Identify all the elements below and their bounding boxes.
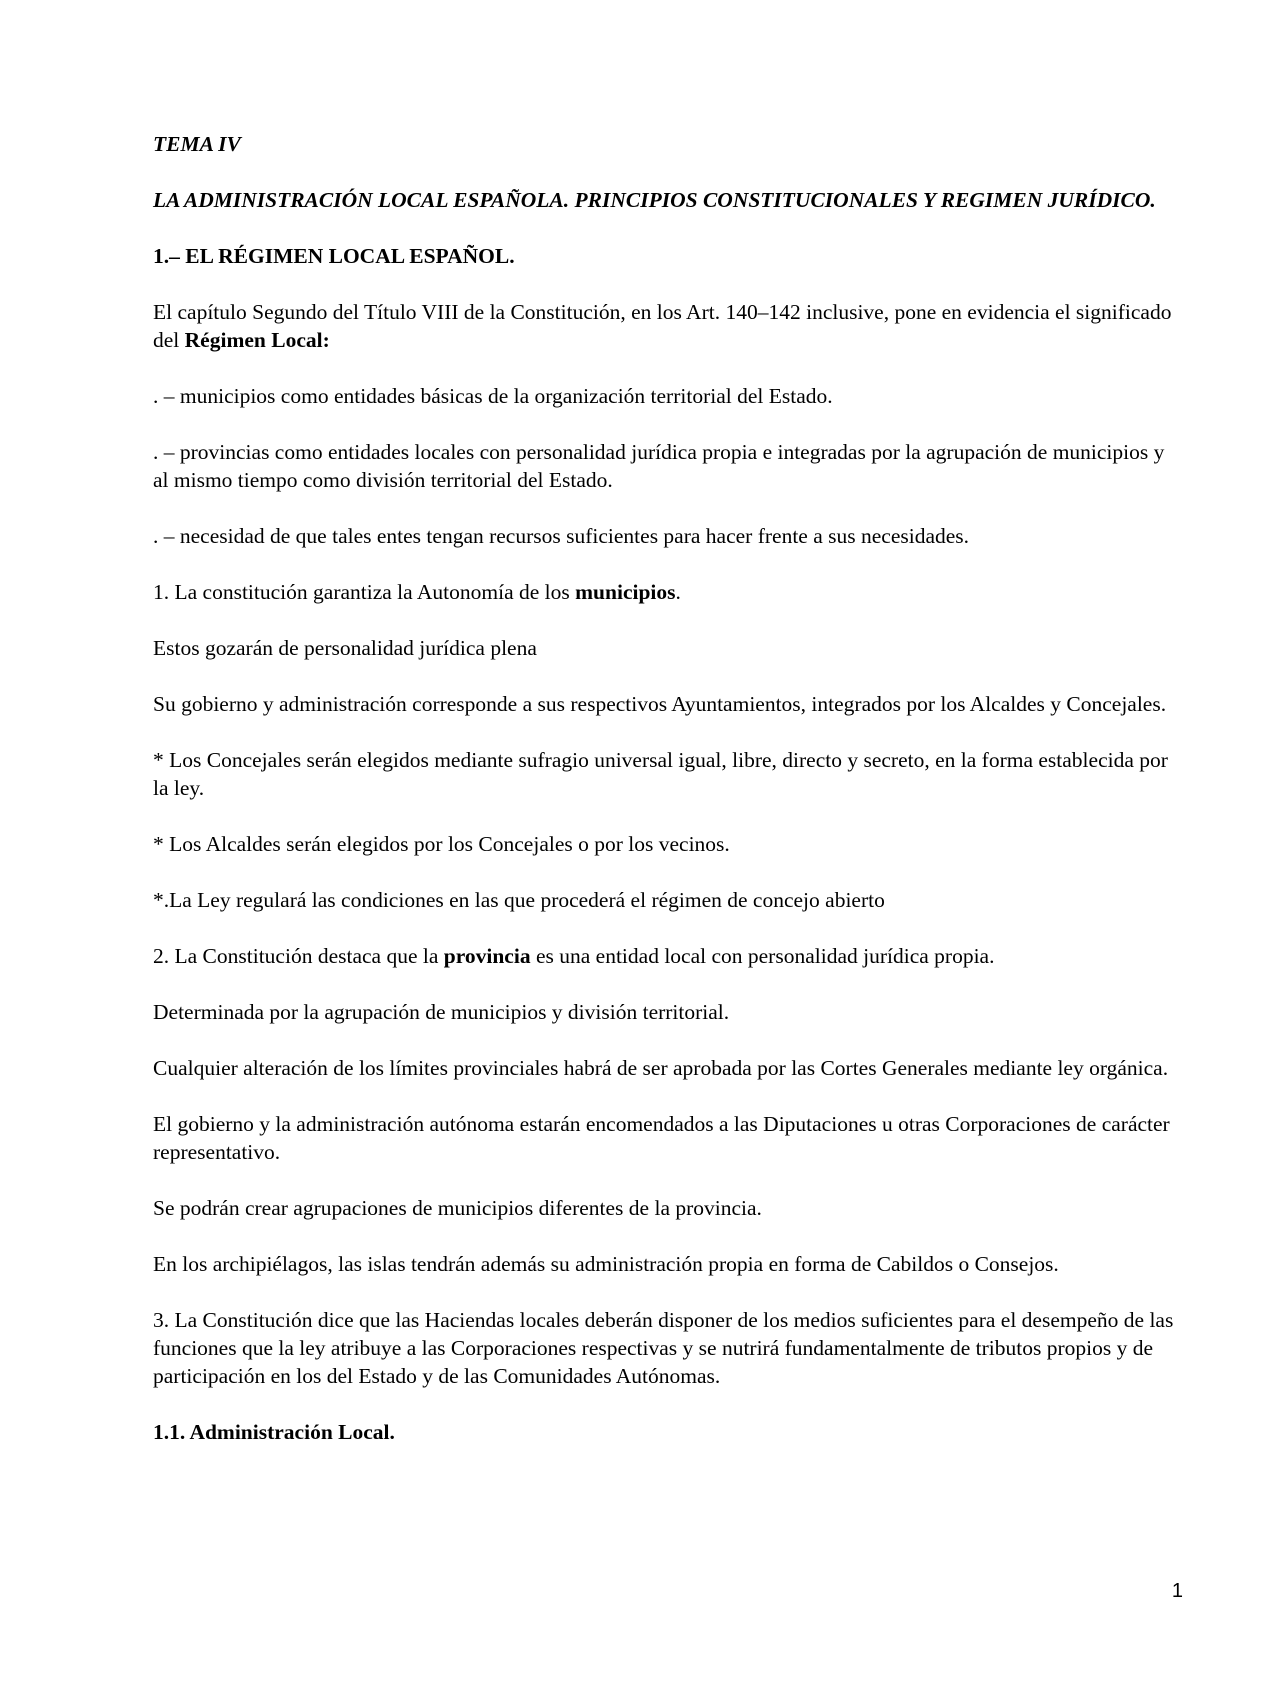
point-2-before: 2. La Constitución destaca que la xyxy=(153,944,444,968)
tema-label: TEMA IV xyxy=(153,132,241,156)
concejo-abierto-item: *.La Ley regulará las condiciones en las que procederá el régimen de concejo abierto xyxy=(153,888,885,912)
point-1-paragraph xyxy=(153,578,1183,606)
diputaciones-paragraph: El gobierno y la administración autónoma estarán encomendados a las Diputaciones u otras Corporaciones de carácter representativo. xyxy=(153,1112,1170,1164)
document-page xyxy=(153,130,1183,1474)
alteracion-paragraph: Cualquier alteración de los límites provinciales habrá de ser aprobada por las Cortes Generales mediante ley orgánica. xyxy=(153,1056,1169,1080)
point-1-before: 1. La constitución garantiza la Autonomía de los xyxy=(153,580,576,604)
point-2-bold: provincia xyxy=(443,944,531,968)
archipielagos-paragraph: En los archipiélagos, las islas tendrán además su administración propia en forma de Cabildos o Consejos. xyxy=(153,1252,1059,1276)
point-2-after: es una entidad local con personalidad jurídica propia. xyxy=(530,944,995,968)
point-1-after: . xyxy=(675,580,681,604)
personalidad-paragraph: Estos gozarán de personalidad jurídica plena xyxy=(153,636,537,660)
concejales-item: * Los Concejales serán elegidos mediante sufragio universal igual, libre, directo y secreto, en la forma establecida por la ley. xyxy=(153,748,1168,800)
gobierno-paragraph: Su gobierno y administración corresponde a sus respectivos Ayuntamientos, integrados por los Alcaldes y Concejales. xyxy=(153,692,1167,716)
bullet-provincias: . – provincias como entidades locales con personalidad jurídica propia e integradas por la agrupación de municipios y al mismo tiempo como división territorial del Estado. xyxy=(153,440,1165,492)
intro-text: El capítulo Segundo del Título VIII de la Constitución, en los Art. 140–142 inclusive, pone en evidencia el significado del xyxy=(153,300,1172,352)
point-2-paragraph xyxy=(153,942,1183,970)
determinada-paragraph: Determinada por la agrupación de municipios y división territorial. xyxy=(153,1000,730,1024)
agrupaciones-paragraph: Se podrán crear agrupaciones de municipios diferentes de la provincia. xyxy=(153,1196,762,1220)
section-1-heading: 1.– EL RÉGIMEN LOCAL ESPAÑOL. xyxy=(153,244,515,268)
bullet-recursos: . – necesidad de que tales entes tengan recursos suficientes para hacer frente a sus necesidades. xyxy=(153,524,970,548)
point-1-bold: municipios xyxy=(575,580,676,604)
bullet-municipios: . – municipios como entidades básicas de la organización territorial del Estado. xyxy=(153,384,833,408)
section-1-1-heading: 1.1. Administración Local. xyxy=(153,1420,395,1444)
document-title: LA ADMINISTRACIÓN LOCAL ESPAÑOLA. PRINCIPIOS CONSTITUCIONALES Y REGIMEN JURÍDICO. xyxy=(153,188,1156,212)
intro-paragraph xyxy=(153,298,1183,354)
page-number: 1 xyxy=(1171,1580,1183,1602)
point-3-paragraph: 3. La Constitución dice que las Haciendas locales deberán disponer de los medios suficientes para el desempeño de las funciones que la ley atribuye a las Corporaciones respectivas y se nutrirá fundamentalmente de tributos propios y de participación en los del Estado y de las Comunidades Autónomas. xyxy=(153,1308,1174,1388)
alcaldes-item: * Los Alcaldes serán elegidos por los Concejales o por los vecinos. xyxy=(153,832,730,856)
intro-bold: Régimen Local: xyxy=(184,328,330,352)
